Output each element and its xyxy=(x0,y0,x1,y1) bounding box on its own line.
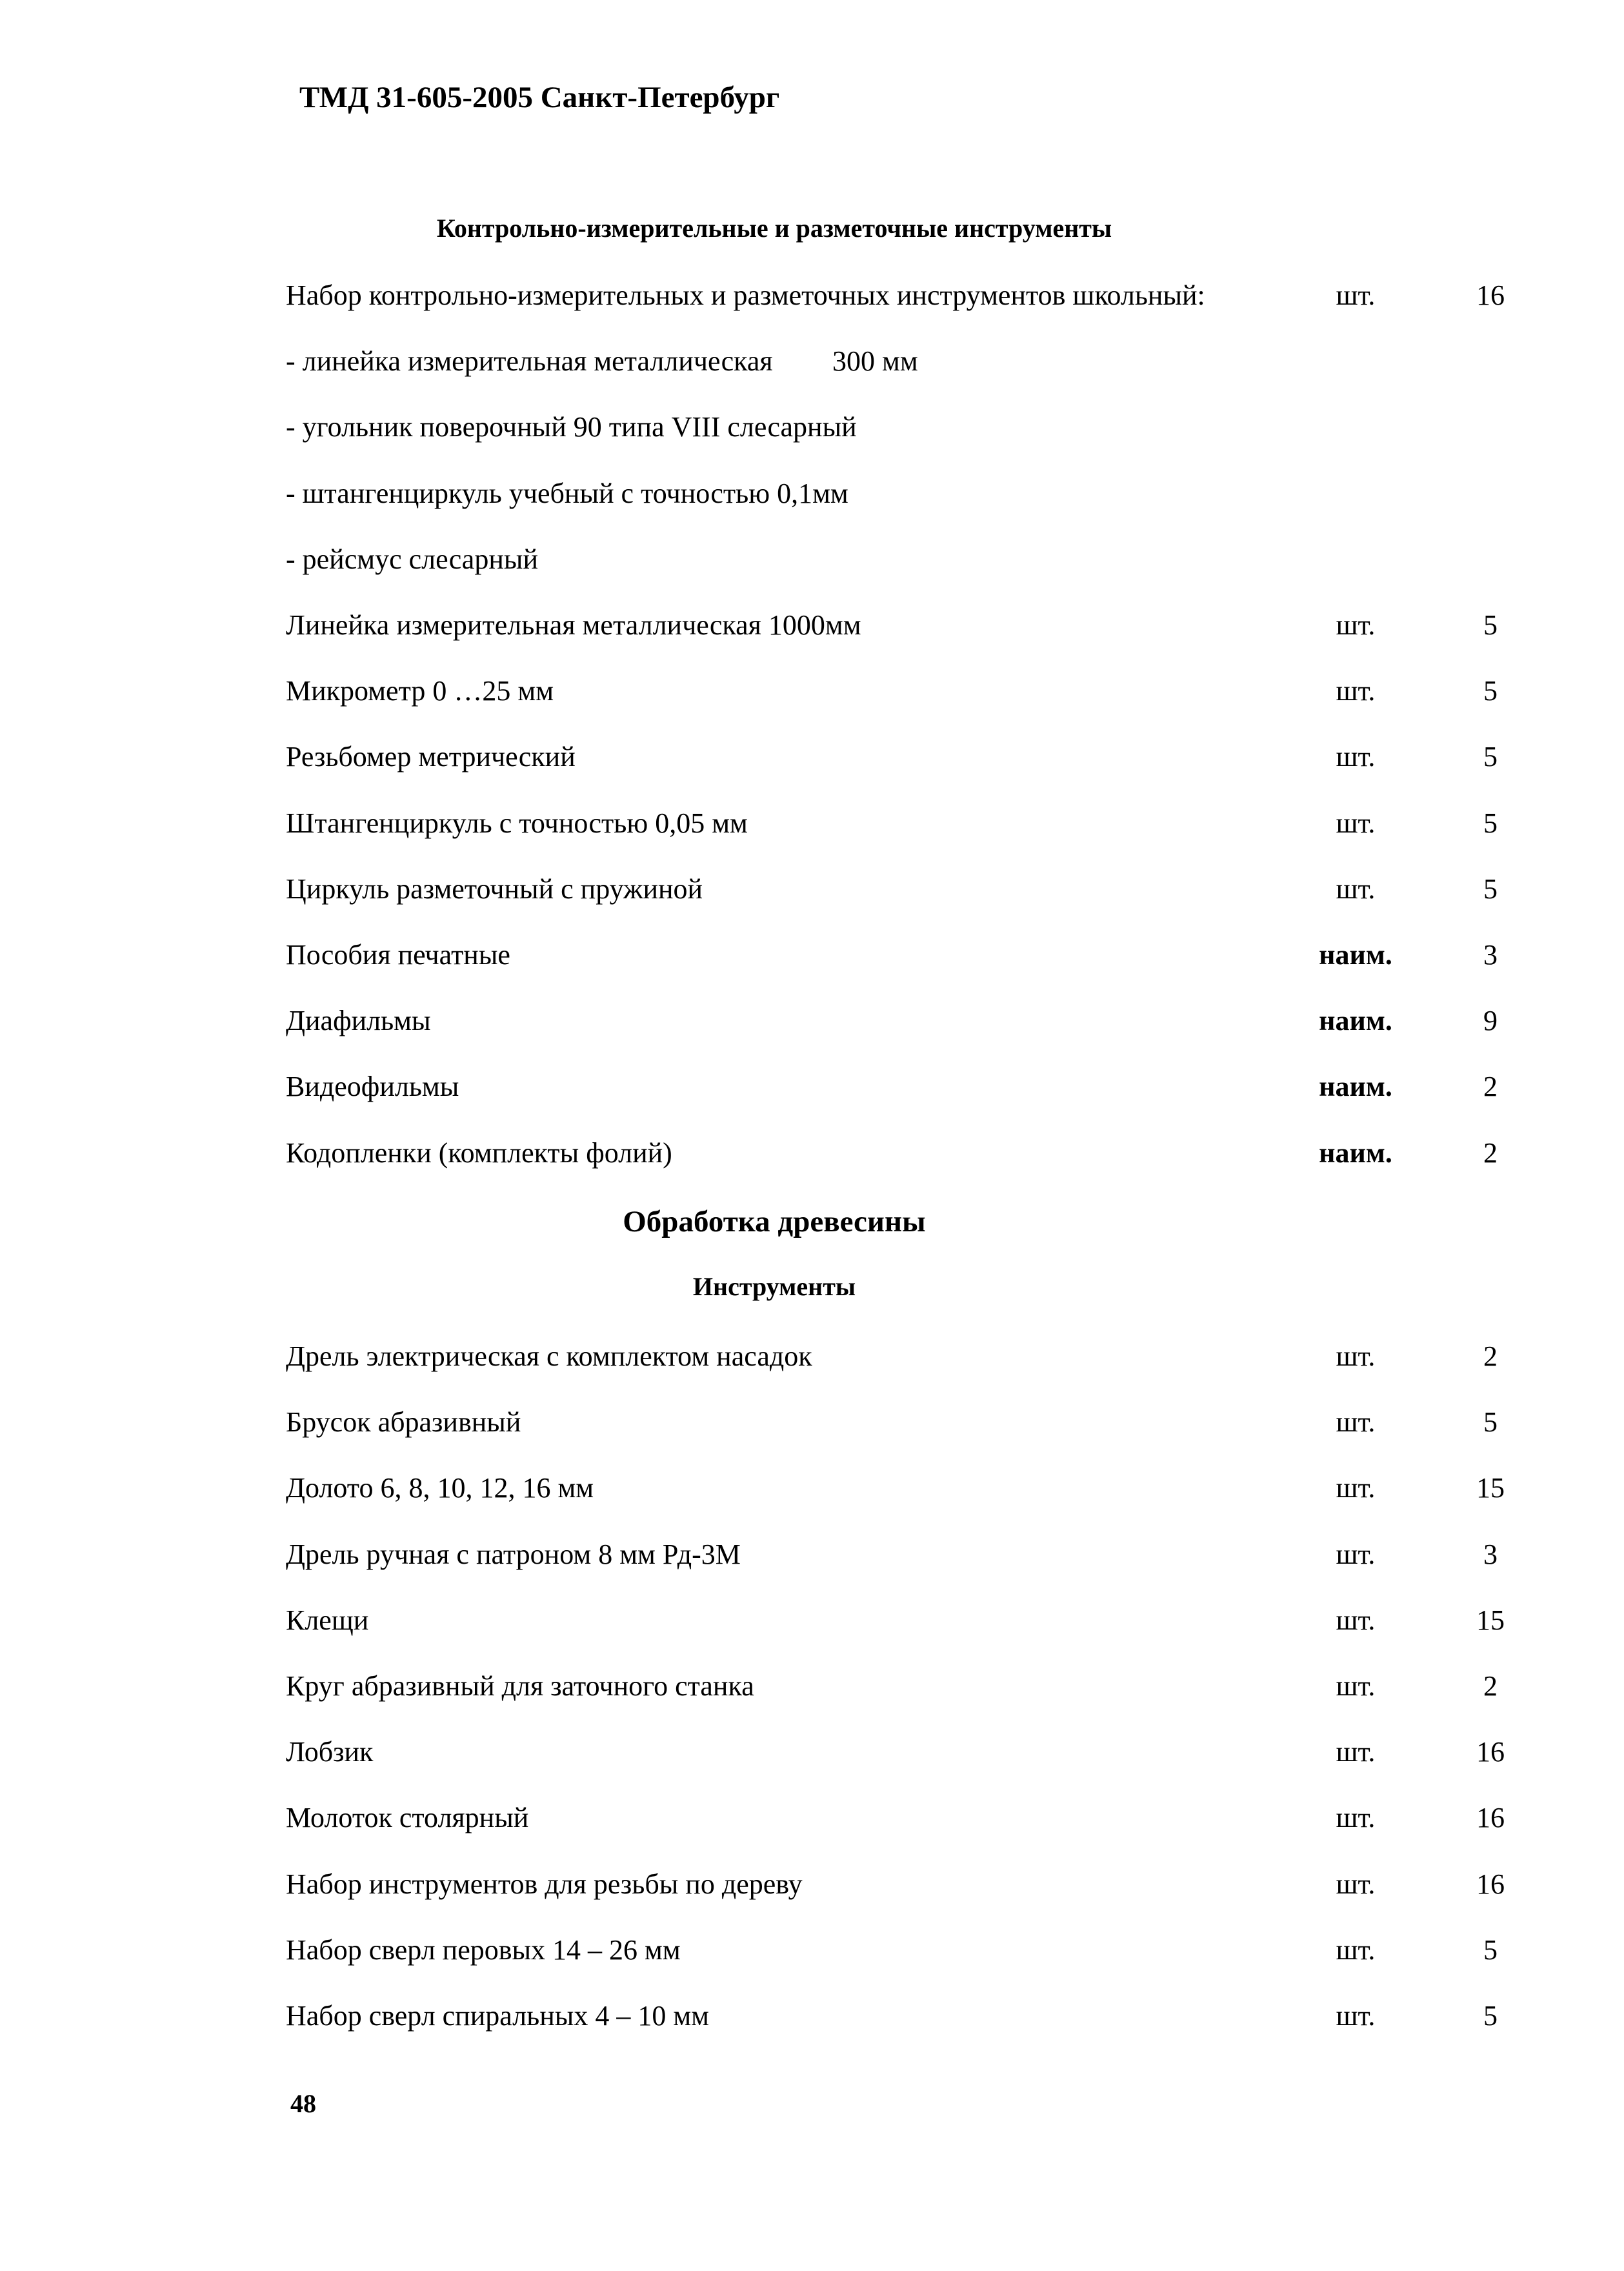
item-unit: наим. xyxy=(1319,1137,1392,1169)
item-name: Клещи xyxy=(286,1604,369,1636)
item-name: Видеофильмы xyxy=(286,1071,459,1102)
item-name: Диафильмы xyxy=(286,1005,431,1036)
item-name: - угольник поверочный 90 типа VIII слесарный xyxy=(286,411,857,443)
page-number: 48 xyxy=(290,2089,316,2118)
item-unit: шт. xyxy=(1336,1736,1376,1768)
list-item xyxy=(0,1865,1624,1904)
item-quantity: 5 xyxy=(1483,1934,1498,1966)
list-item xyxy=(0,1733,1624,1771)
item-size: 300 мм xyxy=(832,345,918,377)
list-item xyxy=(0,936,1624,974)
item-unit: шт. xyxy=(1336,1802,1376,1833)
item-name: Долото 6, 8, 10, 12, 16 мм xyxy=(286,1472,594,1504)
item-quantity: 2 xyxy=(1483,1670,1498,1702)
item-quantity: 15 xyxy=(1476,1604,1505,1636)
list-item xyxy=(0,1134,1624,1173)
item-unit: шт. xyxy=(1336,1472,1376,1504)
item-name: Набор инструментов для резьбы по дереву xyxy=(286,1868,803,1900)
item-unit: наим. xyxy=(1319,1005,1392,1036)
item-unit: шт. xyxy=(1336,1406,1376,1438)
item-quantity: 9 xyxy=(1483,1005,1498,1036)
list-item xyxy=(0,474,1624,513)
item-name: Дрель ручная с патроном 8 мм Рд-3М xyxy=(286,1539,741,1570)
list-item xyxy=(0,1469,1624,1508)
item-name: Брусок абразивный xyxy=(286,1406,521,1438)
list-item xyxy=(0,276,1624,315)
list-item xyxy=(0,870,1624,909)
item-name: Пособия печатные xyxy=(286,939,510,971)
item-quantity: 3 xyxy=(1483,939,1498,971)
item-quantity: 5 xyxy=(1483,2000,1498,2032)
item-unit: шт. xyxy=(1336,1604,1376,1636)
item-name: Циркуль разметочный с пружиной xyxy=(286,873,703,905)
list-item xyxy=(0,672,1624,711)
document-header: ТМД 31-605-2005 Санкт-Петербург xyxy=(299,81,780,114)
item-unit: шт. xyxy=(1336,807,1376,839)
item-unit: шт. xyxy=(1336,1340,1376,1372)
item-name: Штангенциркуль с точностью 0,05 мм xyxy=(286,807,748,839)
item-name: Резьбомер метрический xyxy=(286,741,576,772)
item-name: - рейсмус слесарный xyxy=(286,543,538,575)
item-name: Набор контрольно-измерительных и разметочных инструментов школьный: xyxy=(286,279,1205,311)
item-name: Молоток столярный xyxy=(286,1802,529,1833)
item-quantity: 5 xyxy=(1483,675,1498,707)
item-quantity: 3 xyxy=(1483,1539,1498,1570)
item-name: Круг абразивный для заточного станка xyxy=(286,1670,754,1702)
item-unit: шт. xyxy=(1336,1539,1376,1570)
item-quantity: 5 xyxy=(1483,609,1498,641)
item-unit: шт. xyxy=(1336,741,1376,772)
list-item xyxy=(0,408,1624,447)
item-quantity: 16 xyxy=(1476,1868,1505,1900)
list-item xyxy=(0,738,1624,776)
item-unit: наим. xyxy=(1319,939,1392,971)
item-name: Линейка измерительная металлическая 1000мм xyxy=(286,609,861,641)
item-quantity: 2 xyxy=(1483,1340,1498,1372)
item-unit: наим. xyxy=(1319,1071,1392,1102)
item-name: - линейка измерительная металлическая xyxy=(286,345,773,377)
list-item xyxy=(0,1667,1624,1706)
list-item xyxy=(0,804,1624,843)
item-unit: шт. xyxy=(1336,609,1376,641)
item-quantity: 2 xyxy=(1483,1071,1498,1102)
item-unit: шт. xyxy=(1336,1868,1376,1900)
item-quantity: 5 xyxy=(1483,1406,1498,1438)
item-quantity: 5 xyxy=(1483,807,1498,839)
item-name: Кодопленки (комплекты фолий) xyxy=(286,1137,672,1169)
item-quantity: 16 xyxy=(1476,1802,1505,1833)
list-item xyxy=(0,1799,1624,1837)
list-item xyxy=(0,1337,1624,1376)
item-name: Набор сверл спиральных 4 – 10 мм xyxy=(286,2000,710,2032)
item-quantity: 5 xyxy=(1483,741,1498,772)
item-quantity: 16 xyxy=(1476,279,1505,311)
item-unit: шт. xyxy=(1336,2000,1376,2032)
item-name: Лобзик xyxy=(286,1736,374,1768)
item-unit: шт. xyxy=(1336,279,1376,311)
item-name: Дрель электрическая с комплектом насадок xyxy=(286,1340,812,1372)
list-item xyxy=(0,1601,1624,1640)
item-quantity: 16 xyxy=(1476,1736,1505,1768)
item-name: Микрометр 0 …25 мм xyxy=(286,675,554,707)
section-heading-woodworking: Обработка древесины xyxy=(623,1205,926,1238)
item-quantity: 5 xyxy=(1483,873,1498,905)
list-item xyxy=(0,1535,1624,1574)
section-heading-measuring-tools: Контрольно-измерительные и разметочные инструменты xyxy=(436,214,1112,243)
list-item xyxy=(0,540,1624,579)
list-item xyxy=(0,1002,1624,1040)
subheading-tools: Инструменты xyxy=(692,1272,856,1301)
list-item xyxy=(0,1997,1624,2035)
list-item xyxy=(0,1403,1624,1442)
item-quantity: 2 xyxy=(1483,1137,1498,1169)
item-unit: шт. xyxy=(1336,675,1376,707)
item-name: - штангенциркуль учебный с точностью 0,1мм xyxy=(286,478,848,509)
list-item xyxy=(0,342,1624,381)
item-quantity: 15 xyxy=(1476,1472,1505,1504)
item-name: Набор сверл перовых 14 – 26 мм xyxy=(286,1934,681,1966)
list-item xyxy=(0,606,1624,645)
list-item xyxy=(0,1931,1624,1970)
item-unit: шт. xyxy=(1336,1670,1376,1702)
list-item xyxy=(0,1067,1624,1106)
item-unit: шт. xyxy=(1336,1934,1376,1966)
item-unit: шт. xyxy=(1336,873,1376,905)
